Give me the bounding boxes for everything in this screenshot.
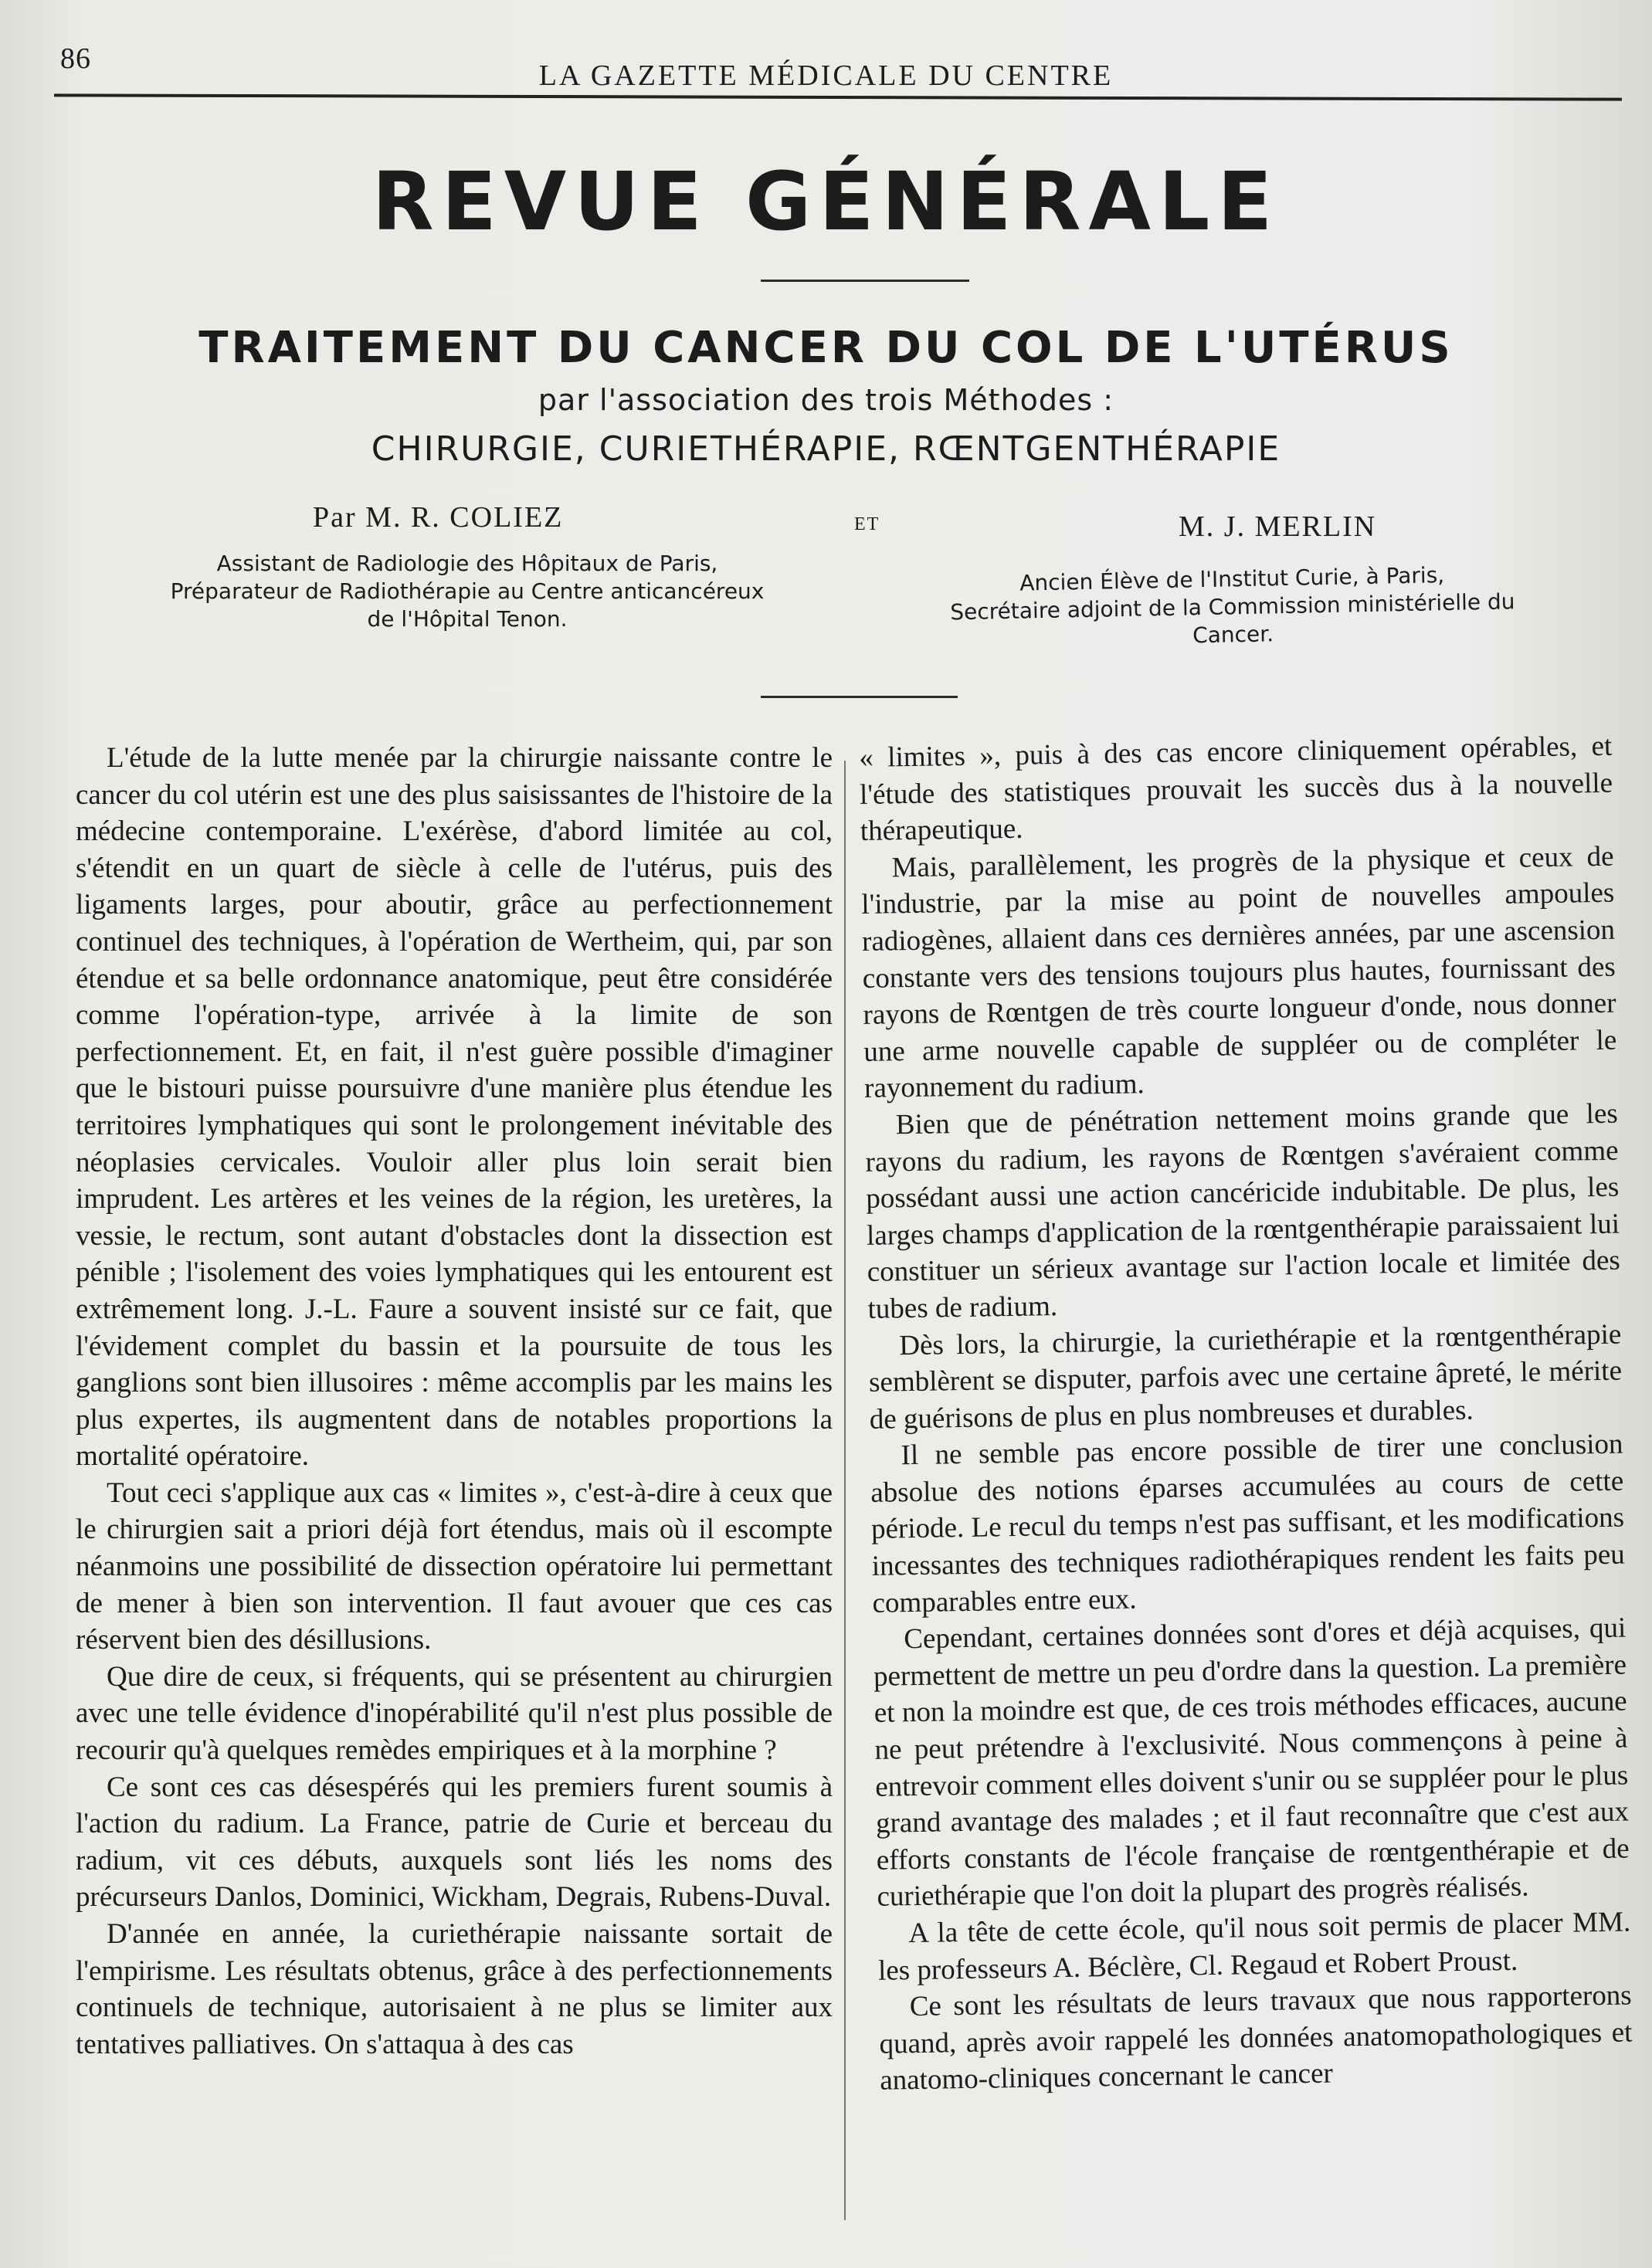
section-title: REVUE GÉNÉRALE bbox=[371, 154, 1281, 249]
page-number: 86 bbox=[60, 42, 91, 75]
author-coliez: Par M. R. COLIEZ bbox=[313, 501, 564, 534]
affiliation-line: Assistant de Radiologie des Hôpitaux de Paris, bbox=[216, 551, 718, 576]
affiliation-line: Préparateur de Radiothérapie au Centre anticancéreux bbox=[170, 578, 765, 604]
running-title: LA GAZETTE MÉDICALE DU CENTRE bbox=[538, 59, 1114, 92]
column-divider bbox=[844, 761, 846, 2220]
paragraph: « limites », puis à des cas encore cliniquement opérables, et l'étude des statistiques prouvait les succès dus à la nouvelle thérapeutique. bbox=[859, 730, 1613, 848]
paragraph: Que dire de ceux, si fréquents, qui se présentent au chirurgien avec une telle évidence d'inopérabilité qu'il n'est plus possible de recourir qu'à quelques remèdes empiriques et à la morphine ? bbox=[76, 1660, 833, 1767]
affiliation-coliez bbox=[151, 550, 784, 633]
paragraph: D'année en année, la curiethérapie naissante sortait de l'empirisme. Les résultats obtenus, grâce à des perfectionnements continuels de technique, autorisaient à ne plus se limiter aux tentatives palliatives. On s'attaqua à des cas bbox=[76, 1918, 833, 2060]
title-divider bbox=[761, 280, 969, 282]
body-column-right bbox=[859, 728, 1633, 2100]
affiliation-line: de l'Hôpital Tenon. bbox=[367, 606, 568, 632]
paragraph: Dès lors, la chirurgie, la curiethérapie et la rœntgenthérapie semblèrent se disputer, parfois avec une certaine âpreté, le mérite de guérisons de plus en plus nombreuses et durables. bbox=[868, 1318, 1623, 1436]
paragraph: Tout ceci s'applique aux cas « limites », c'est-à-dire à ceux que le chirurgien sait a priori déjà fort étendus, mais où il escompte néanmoins une possibilité de dissection opératoire lui permettant de mener à bien son intervention. Il faut avouer que ces cas réservent bien des désillusions. bbox=[76, 1476, 833, 1656]
affiliation-merlin bbox=[923, 560, 1542, 655]
paragraph: Il ne semble pas encore possible de tirer une conclusion absolue des notions éparses accumulées au cours de cette période. Le recul du temps n'est pas suffisant, et les modifications incessantes des techniques radiothérapiques rendent les faits peu comparables entre eux. bbox=[870, 1428, 1626, 1619]
paragraph: Mais, parallèlement, les progrès de la physique et ceux de l'industrie, par la mise au point de nouvelles ampoules radiogènes, allaient dans ces dernières années, par une ascension constante vers des tensions toujours plus hautes, fournissant des rayons de Rœntgen de très courte longueur d'onde, nous donner une arme nouvelle capable de suppléer ou de compléter le rayonnement du radium. bbox=[861, 840, 1617, 1105]
paragraph: Ce sont ces cas désespérés qui les premiers furent soumis à l'action du radium. La France, patrie de Curie et berceau du radium, vit ces débuts, auxquels sont liés les noms des précurseurs Danlos, Dominici, Wickham, Degrais, Rubens-Duval. bbox=[76, 1771, 833, 1914]
paragraph: Bien que de pénétration nettement moins grande que les rayons du radium, les rayons de Rœntgen s'avéraient comme possédant aussi une action cancéricide indubitable. De plus, les larges champs d'application de la rœntgenthérapie paraissaient lui constituer un sérieux avantage sur l'action locale et limitée des tubes de radium. bbox=[865, 1097, 1621, 1325]
affiliation-line: Secrétaire adjoint de la Commission ministérielle du Cancer. bbox=[950, 588, 1515, 649]
author-merlin: M. J. MERLIN bbox=[1179, 510, 1377, 543]
paragraph: Ce sont les résultats de leurs travaux que nous rapporterons quand, après avoir rappelé les données anatomopathologiques et anatomo-cliniques concernant le cancer bbox=[879, 1979, 1633, 2097]
paragraph: A la tête de cette école, qu'il nous soit permis de placer MM. les professeurs A. Béclère, Cl. Regaud et Robert Proust. bbox=[877, 1906, 1631, 1987]
paragraph: L'étude de la lutte menée par la chirurgie naissante contre le cancer du col utérin est une des plus saisissantes de l'histoire de la médecine contemporaine. L'exérèse, d'abord limitée au col, s'étendit en un quart de siècle à celle de l'utérus, puis des ligaments larges, pour aboutir, grâce au perfectionnement continuel des techniques, à l'opération de Wertheim, qui, par son étendue et sa belle ordonnance anatomique, peut être considérée comme l'opération-type, arrivée à la limite de son perfectionnement. Et, en fait, il n'est guère possible d'imaginer que le bistouri puisse poursuivre d'une manière plus étendue les territoires lymphatiques qui sont le prolongement inévitable des néoplasies cervicales. Vouloir aller plus loin serait bien imprudent. Les artères et les veines de la région, les uretères, la vessie, le rectum, sont autant d'obstacles dont la dissection est pénible ; l'isolement des voies lymphatiques qui les entourent est extrêmement long. J.-L. Faure a souvent insisté sur ce fait, que l'évidement complet du bassin et la poursuite de tous les ganglions sont bien illusoires : même accomplis par les mains les plus expertes, ils augmentent dans de notables proportions la mortalité opératoire. bbox=[76, 742, 833, 1473]
header-rule bbox=[54, 93, 1622, 100]
author-conjunction: ET bbox=[854, 514, 880, 534]
paragraph: Cependant, certaines données sont d'ores et déjà acquises, qui permettent de mettre un peu d'ordre dans la question. La première et non la moindre est que, de ces trois méthodes efficaces, aucune ne peut prétendre à l'exclusivité. Nous commençons à peine à entrevoir comment elles doivent s'unir ou se suppléer pour le plus grand avantage des malades ; et il faut reconnaître que c'est aux efforts constants de l'école française de rœntgenthérapie et de curiethérapie que l'on doit la plupart des progrès réalisés. bbox=[873, 1612, 1630, 1914]
article-subtitle: par l'association des trois Méthodes : bbox=[538, 383, 1114, 417]
body-column-left bbox=[76, 740, 833, 2063]
methods-line: CHIRURGIE, CURIETHÉRAPIE, RŒNTGENTHÉRAPIE bbox=[371, 429, 1281, 469]
affiliation-line: Ancien Élève de l'Institut Curie, à Paris, bbox=[1019, 562, 1445, 596]
byline-divider bbox=[761, 696, 958, 698]
article-title: TRAITEMENT DU CANCER DU COL DE L'UTÉRUS bbox=[198, 323, 1454, 373]
